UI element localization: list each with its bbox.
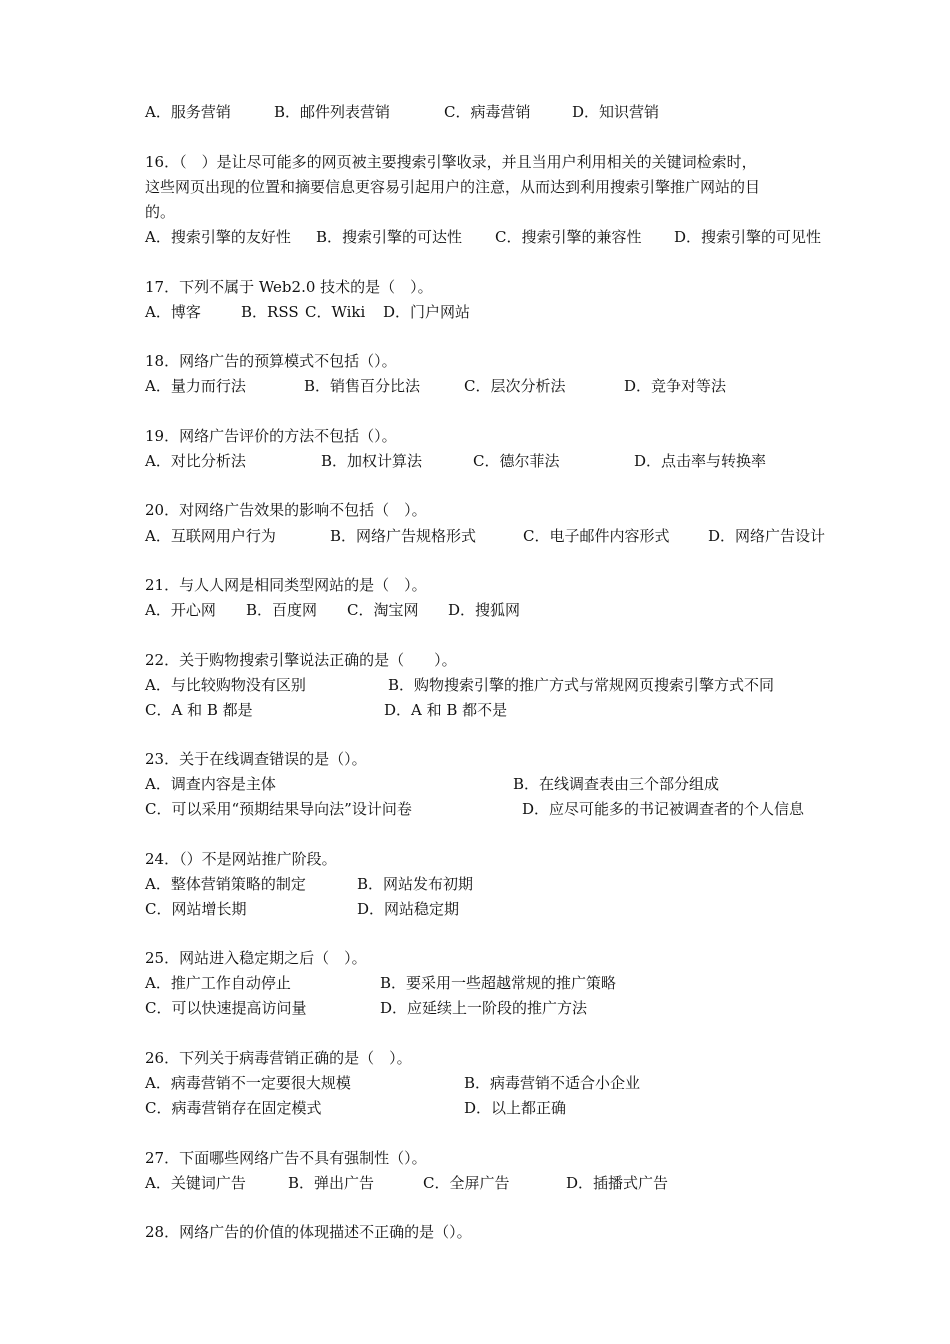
q21-question: 21．与人人网是相同类型网站的是（ ）。 [145,576,427,594]
q19-option-d: D．点击率与转换率 [634,452,767,470]
q21-option-a: A．开心网 [145,601,216,619]
q15-option-a: A．服务营销 [145,103,231,121]
q23-option-a: A．调查内容是主体 [145,775,276,793]
q20-question: 20．对网络广告效果的影响不包括（ ）。 [145,501,427,519]
q16-option-b: B．搜索引擎的可达性 [316,228,463,246]
q17-option-b: B．RSS [241,303,299,321]
q19-question: 19．网络广告评价的方法不包括（）。 [145,427,397,445]
q26-question: 26．下列关于病毒营销正确的是（ ）。 [145,1049,412,1067]
q26-option-a: A．病毒营销不一定要很大规模 [145,1074,351,1092]
q27-option-b: B．弹出广告 [288,1174,375,1192]
q24-option-d: D．网站稳定期 [357,900,460,918]
q16-question-line-1: 16．（ ）是让尽可能多的网页被主要搜索引擎收录，并且当用户利用相关的关键词检索时， [145,153,757,171]
q26-option-d: D．以上都正确 [464,1099,567,1117]
q25-option-d: D．应延续上一阶段的推广方法 [380,999,588,1017]
q21-option-d: D．搜狐网 [448,601,521,619]
q18-question: 18．网络广告的预算模式不包括（）。 [145,352,397,370]
q16-option-d: D．搜索引擎的可见性 [674,228,822,246]
q15-option-d: D．知识营销 [572,103,660,121]
q15-option-c: C．病毒营销 [444,103,531,121]
q15-option-b: B．邮件列表营销 [274,103,391,121]
q19-option-a: A．对比分析法 [145,452,246,470]
q25-option-a: A．推广工作自动停止 [145,974,291,992]
q17-option-d: D．门户网站 [383,303,471,321]
q24-option-a: A．整体营销策略的制定 [145,875,306,893]
q25-question: 25．网站进入稳定期之后（ ）。 [145,949,367,967]
q18-option-a: A．量力而行法 [145,377,246,395]
q22-option-a: A．与比较购物没有区别 [145,676,306,694]
q22-option-d: D．A 和 B 都不是 [384,701,508,719]
q23-option-d: D．应尽可能多的书记被调查者的个人信息 [522,800,805,818]
q27-option-d: D．插播式广告 [566,1174,669,1192]
q20-option-d: D．网络广告设计 [708,527,826,545]
q17-question: 17．下列不属于 Web2.0 技术的是（ ）。 [145,278,433,296]
q18-option-b: B．销售百分比法 [304,377,421,395]
q19-option-b: B．加权计算法 [321,452,423,470]
q25-option-c: C．可以快速提高访问量 [145,999,307,1017]
q22-option-c: C．A 和 B 都是 [145,701,253,719]
q27-question: 27．下面哪些网络广告不具有强制性（）。 [145,1149,427,1167]
q17-option-c: C．Wiki [305,303,366,321]
q26-option-b: B．病毒营销不适合小企业 [464,1074,641,1092]
q23-option-c: C．可以采用“预期结果导向法”设计问卷 [145,800,412,818]
q18-option-c: C．层次分析法 [464,377,566,395]
q19-option-c: C．德尔菲法 [473,452,560,470]
q20-option-b: B．网络广告规格形式 [330,527,477,545]
q16-question-line-3: 的。 [145,203,176,221]
q21-option-c: C．淘宝网 [347,601,419,619]
q16-option-a: A．搜索引擎的友好性 [145,228,291,246]
q16-question-line-2: 这些网页出现的位置和摘要信息更容易引起用户的注意，从而达到利用搜索引擎推广网站的目 [145,178,761,196]
q27-option-c: C．全屏广告 [423,1174,510,1192]
q23-option-b: B．在线调查表由三个部分组成 [513,775,720,793]
q24-question: 24．（）不是网站推广阶段。 [145,850,337,868]
q16-option-c: C．搜索引擎的兼容性 [495,228,642,246]
q24-option-b: B．网站发布初期 [357,875,474,893]
q24-option-c: C．网站增长期 [145,900,247,918]
q18-option-d: D．竞争对等法 [624,377,727,395]
q20-option-a: A．互联网用户行为 [145,527,276,545]
q26-option-c: C．病毒营销存在固定模式 [145,1099,322,1117]
q22-option-b: B．购物搜索引擎的推广方式与常规网页搜索引擎方式不同 [388,676,775,694]
q22-question: 22．关于购物搜索引擎说法正确的是（ ）。 [145,651,457,669]
q23-question: 23．关于在线调查错误的是（）。 [145,750,367,768]
q27-option-a: A．关键词广告 [145,1174,246,1192]
q21-option-b: B．百度网 [246,601,318,619]
q17-option-a: A．博客 [145,303,201,321]
q20-option-c: C．电子邮件内容形式 [523,527,670,545]
q28-question: 28．网络广告的价值的体现描述不正确的是（）。 [145,1223,472,1241]
q25-option-b: B．要采用一些超越常规的推广策略 [380,974,617,992]
